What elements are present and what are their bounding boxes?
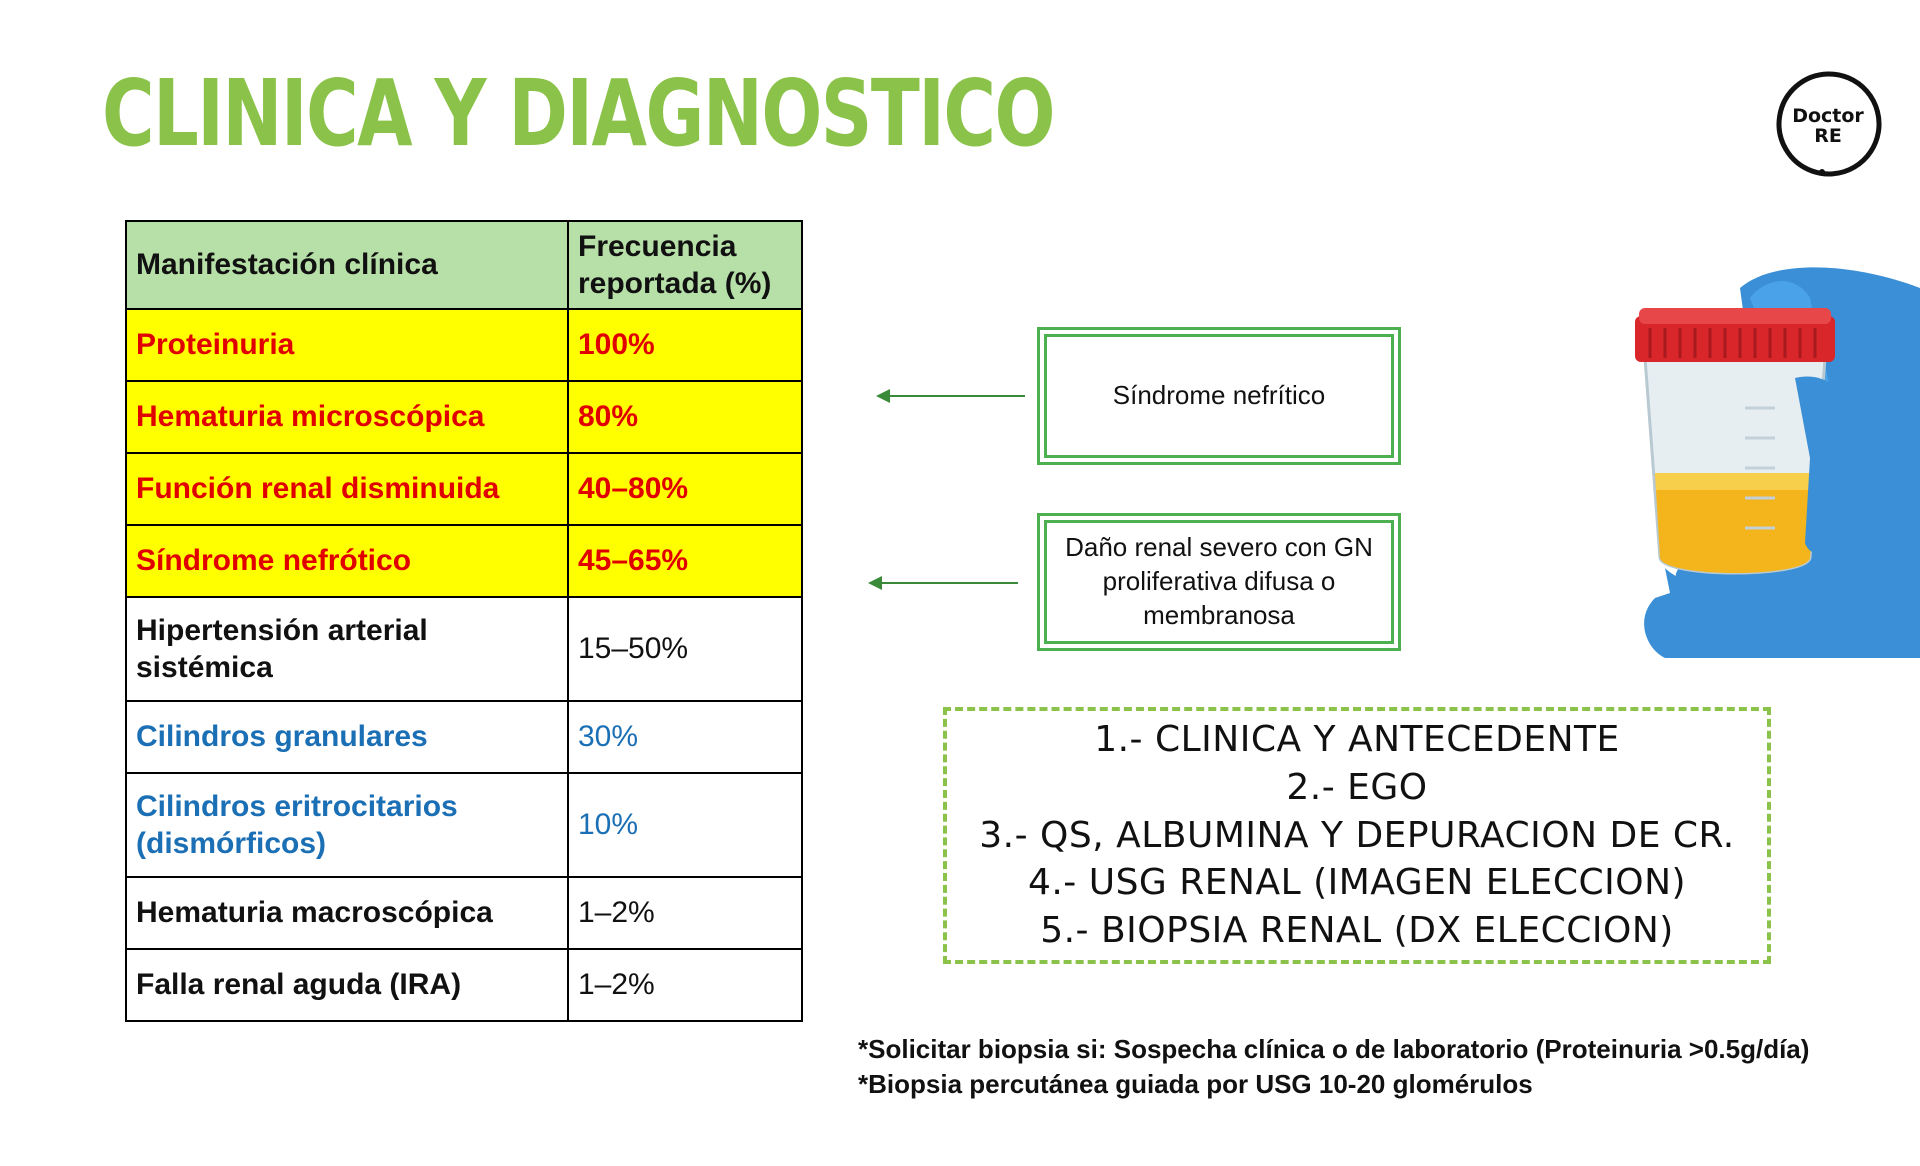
table-row xyxy=(126,701,802,773)
row-manifestation: Función renal disminuida xyxy=(126,453,568,525)
row-frequency: 30% xyxy=(568,701,802,773)
row-frequency: 45–65% xyxy=(568,525,802,597)
step-item: 1.- CLINICA Y ANTECEDENTE xyxy=(1094,718,1620,760)
biopsy-notes xyxy=(858,1032,1809,1102)
table-row xyxy=(126,525,802,597)
logo-circle-icon xyxy=(1772,68,1884,180)
note-line: *Biopsia percutánea guiada por USG 10-20 glomérulos xyxy=(858,1069,1533,1100)
table-row xyxy=(126,453,802,525)
callout-box-nefritico xyxy=(1044,334,1394,458)
doctor-re-logo xyxy=(1772,68,1884,180)
table-row xyxy=(126,309,802,381)
table-row xyxy=(126,381,802,453)
logo-line2: RE xyxy=(1814,125,1842,147)
table-row xyxy=(126,877,802,949)
row-manifestation: Hematuria microscópica xyxy=(126,381,568,453)
step-item: 2.- EGO xyxy=(1286,766,1428,808)
row-frequency: 1–2% xyxy=(568,949,802,1021)
row-manifestation: Falla renal aguda (IRA) xyxy=(126,949,568,1021)
callout-text: Daño renal severo con GN proliferativa difusa o membranosa xyxy=(1065,532,1373,630)
urine-sample-cup-icon xyxy=(1625,258,1920,658)
arrow-left-icon xyxy=(878,395,1025,397)
row-manifestation: Hipertensión arterial sistémica xyxy=(126,597,568,701)
header-manifestation: Manifestación clínica xyxy=(126,221,568,309)
page-title: CLINICA Y DIAGNOSTICO xyxy=(102,60,1054,167)
table-row xyxy=(126,597,802,701)
note-line: *Solicitar biopsia si: Sospecha clínica o de laboratorio (Proteinuria >0.5g/día) xyxy=(858,1034,1810,1064)
step-item: 3.- QS, ALBUMINA Y DEPURACION DE CR. xyxy=(979,814,1735,856)
row-frequency: 10% xyxy=(568,773,802,877)
logo-line1: Doctor xyxy=(1792,105,1864,127)
diagnostic-steps-box xyxy=(943,707,1771,964)
table-header-row xyxy=(126,221,802,309)
step-item: 4.- USG RENAL (IMAGEN ELECCION) xyxy=(1027,862,1687,904)
row-manifestation: Síndrome nefrótico xyxy=(126,525,568,597)
row-manifestation: Cilindros eritrocitarios (dismórficos) xyxy=(126,773,568,877)
row-frequency: 100% xyxy=(568,309,802,381)
step-item: 5.- BIOPSIA RENAL (DX ELECCION) xyxy=(1040,910,1674,952)
row-frequency: 1–2% xyxy=(568,877,802,949)
table-row xyxy=(126,949,802,1021)
header-frequency: Frecuencia reportada (%) xyxy=(568,221,802,309)
arrow-left-icon xyxy=(870,582,1018,584)
row-frequency: 80% xyxy=(568,381,802,453)
table-row xyxy=(126,773,802,877)
row-manifestation: Hematuria macroscópica xyxy=(126,877,568,949)
row-manifestation: Cilindros granulares xyxy=(126,701,568,773)
row-frequency: 15–50% xyxy=(568,597,802,701)
callout-text: Síndrome nefrítico xyxy=(1112,380,1326,411)
row-frequency: 40–80% xyxy=(568,453,802,525)
callout-box-dano-renal xyxy=(1044,520,1394,644)
row-manifestation: Proteinuria xyxy=(126,309,568,381)
clinical-manifestations-table xyxy=(125,220,803,1022)
